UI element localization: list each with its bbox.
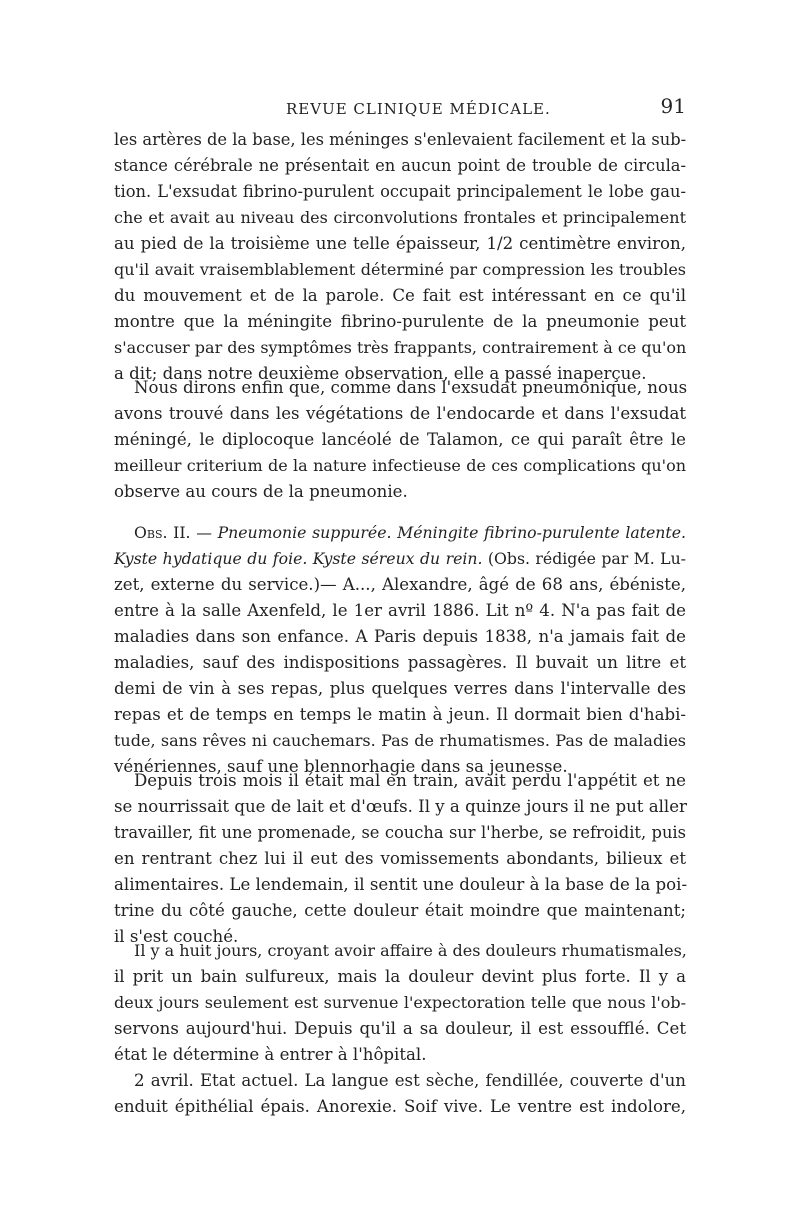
text-line: 2 avril. Etat actuel. La langue est sèche, fendillée, couverte d'un: [134, 1071, 686, 1090]
text-line: demi de vin à ses repas, plus quelques verres dans l'intervalle des: [114, 679, 686, 698]
text-line: montre que la méningite fibrino-purulente de la pneumonie peut: [114, 312, 686, 331]
text-line: servons aujourd'hui. Depuis qu'il a sa douleur, il est essoufflé. Cet: [114, 1019, 686, 1038]
text-line: observe au cours de la pneumonie.: [114, 482, 408, 501]
text-line: entre à la salle Axenfeld, le 1er avril 1886. Lit nº 4. N'a pas fait de: [114, 601, 686, 620]
text-line: Nous dirons enfin que, comme dans l'exsudat pneumonique, nous: [134, 378, 688, 397]
text-line: qu'il avait vraisemblablement déterminé par compression les troubles: [114, 260, 686, 279]
text-line: a dit; dans notre deuxième observation, elle a passé inaperçue.: [114, 364, 647, 383]
text-line: trine du côté gauche, cette douleur était moindre que maintenant;: [114, 901, 686, 920]
text-line: meilleur criterium de la nature infectieuse de ces complications qu'on: [114, 456, 686, 475]
text-line: vénériennes, sauf une blennorhagie dans sa jeunesse.: [114, 757, 568, 776]
observation-label: Obs. II. —: [134, 523, 212, 542]
text-line: il prit un bain sulfureux, mais la douleur devint plus forte. Il y a: [114, 967, 686, 986]
text-line: tude, sans rêves ni cauchemars. Pas de rhumatismes. Pas de maladies: [114, 731, 686, 750]
text-line: Il y a huit jours, croyant avoir affaire à des douleurs rhumatismales,: [134, 941, 687, 960]
text-line: tion. L'exsudat fibrino-purulent occupait principalement le lobe gau-: [114, 182, 686, 201]
observation-title: Pneumonie suppurée. Méningite fibrino-purulente latente.: [217, 523, 686, 542]
text-line: enduit épithélial épais. Anorexie. Soif vive. Le ventre est indolore,: [114, 1097, 686, 1116]
text-line: état le détermine à entrer à l'hôpital.: [114, 1045, 427, 1064]
text-line: en rentrant chez lui il eut des vomissements abondants, bilieux et: [114, 849, 686, 868]
text-line: che et avait au niveau des circonvolutions frontales et principalement: [114, 208, 686, 227]
text-line: maladies, sauf des indispositions passagères. Il buvait un litre et: [114, 653, 686, 672]
text-line: deux jours seulement est survenue l'expectoration telle que nous l'ob-: [114, 993, 686, 1012]
text-line: il s'est couché.: [114, 927, 239, 946]
text-line: zet, externe du service.)— A..., Alexandre, âgé de 68 ans, ébéniste,: [114, 575, 686, 594]
text-line: maladies dans son enfance. A Paris depuis 1838, n'a jamais fait de: [114, 627, 686, 646]
text-line: du mouvement et de la parole. Ce fait est intéressant en ce qu'il: [114, 286, 686, 305]
page-number: 91: [660, 94, 686, 118]
page-header: [114, 94, 686, 124]
text-line: stance cérébrale ne présentait en aucun point de trouble de circula-: [114, 156, 686, 175]
text-line: repas et de temps en temps le matin à jeun. Il dormait bien d'habi-: [114, 705, 686, 724]
text-line: méningé, le diplocoque lancéolé de Talamon, ce qui paraît être le: [114, 430, 686, 449]
text-line: s'accuser par des symptômes très frappants, contrairement à ce qu'on: [114, 338, 687, 357]
text-line: Depuis trois mois il était mal en train, avait perdu l'appétit et ne: [134, 771, 686, 790]
observation-author: (Obs. rédigée par M. Lu-: [487, 549, 686, 568]
text-line: se nourrissait que de lait et d'œufs. Il y a quinze jours il ne put aller: [114, 797, 687, 816]
observation-subtitle: Kyste hydatique du foie. Kyste séreux du rein.: [114, 549, 483, 568]
text-line: les artères de la base, les méninges s'enlevaient facilement et la sub-: [114, 130, 687, 149]
running-title: REVUE CLINIQUE MÉDICALE.: [286, 100, 551, 118]
text-line: travailler, fit une promenade, se coucha sur l'herbe, se refroidit, puis: [114, 823, 686, 842]
text-line: avons trouvé dans les végétations de l'endocarde et dans l'exsudat: [114, 404, 686, 423]
text-line: au pied de la troisième une telle épaisseur, 1/2 centimètre environ,: [114, 234, 686, 253]
text-line: alimentaires. Le lendemain, il sentit une douleur à la base de la poi-: [114, 875, 688, 894]
observation-subtitle-line: [114, 546, 686, 572]
observation-title-line: [114, 520, 686, 546]
